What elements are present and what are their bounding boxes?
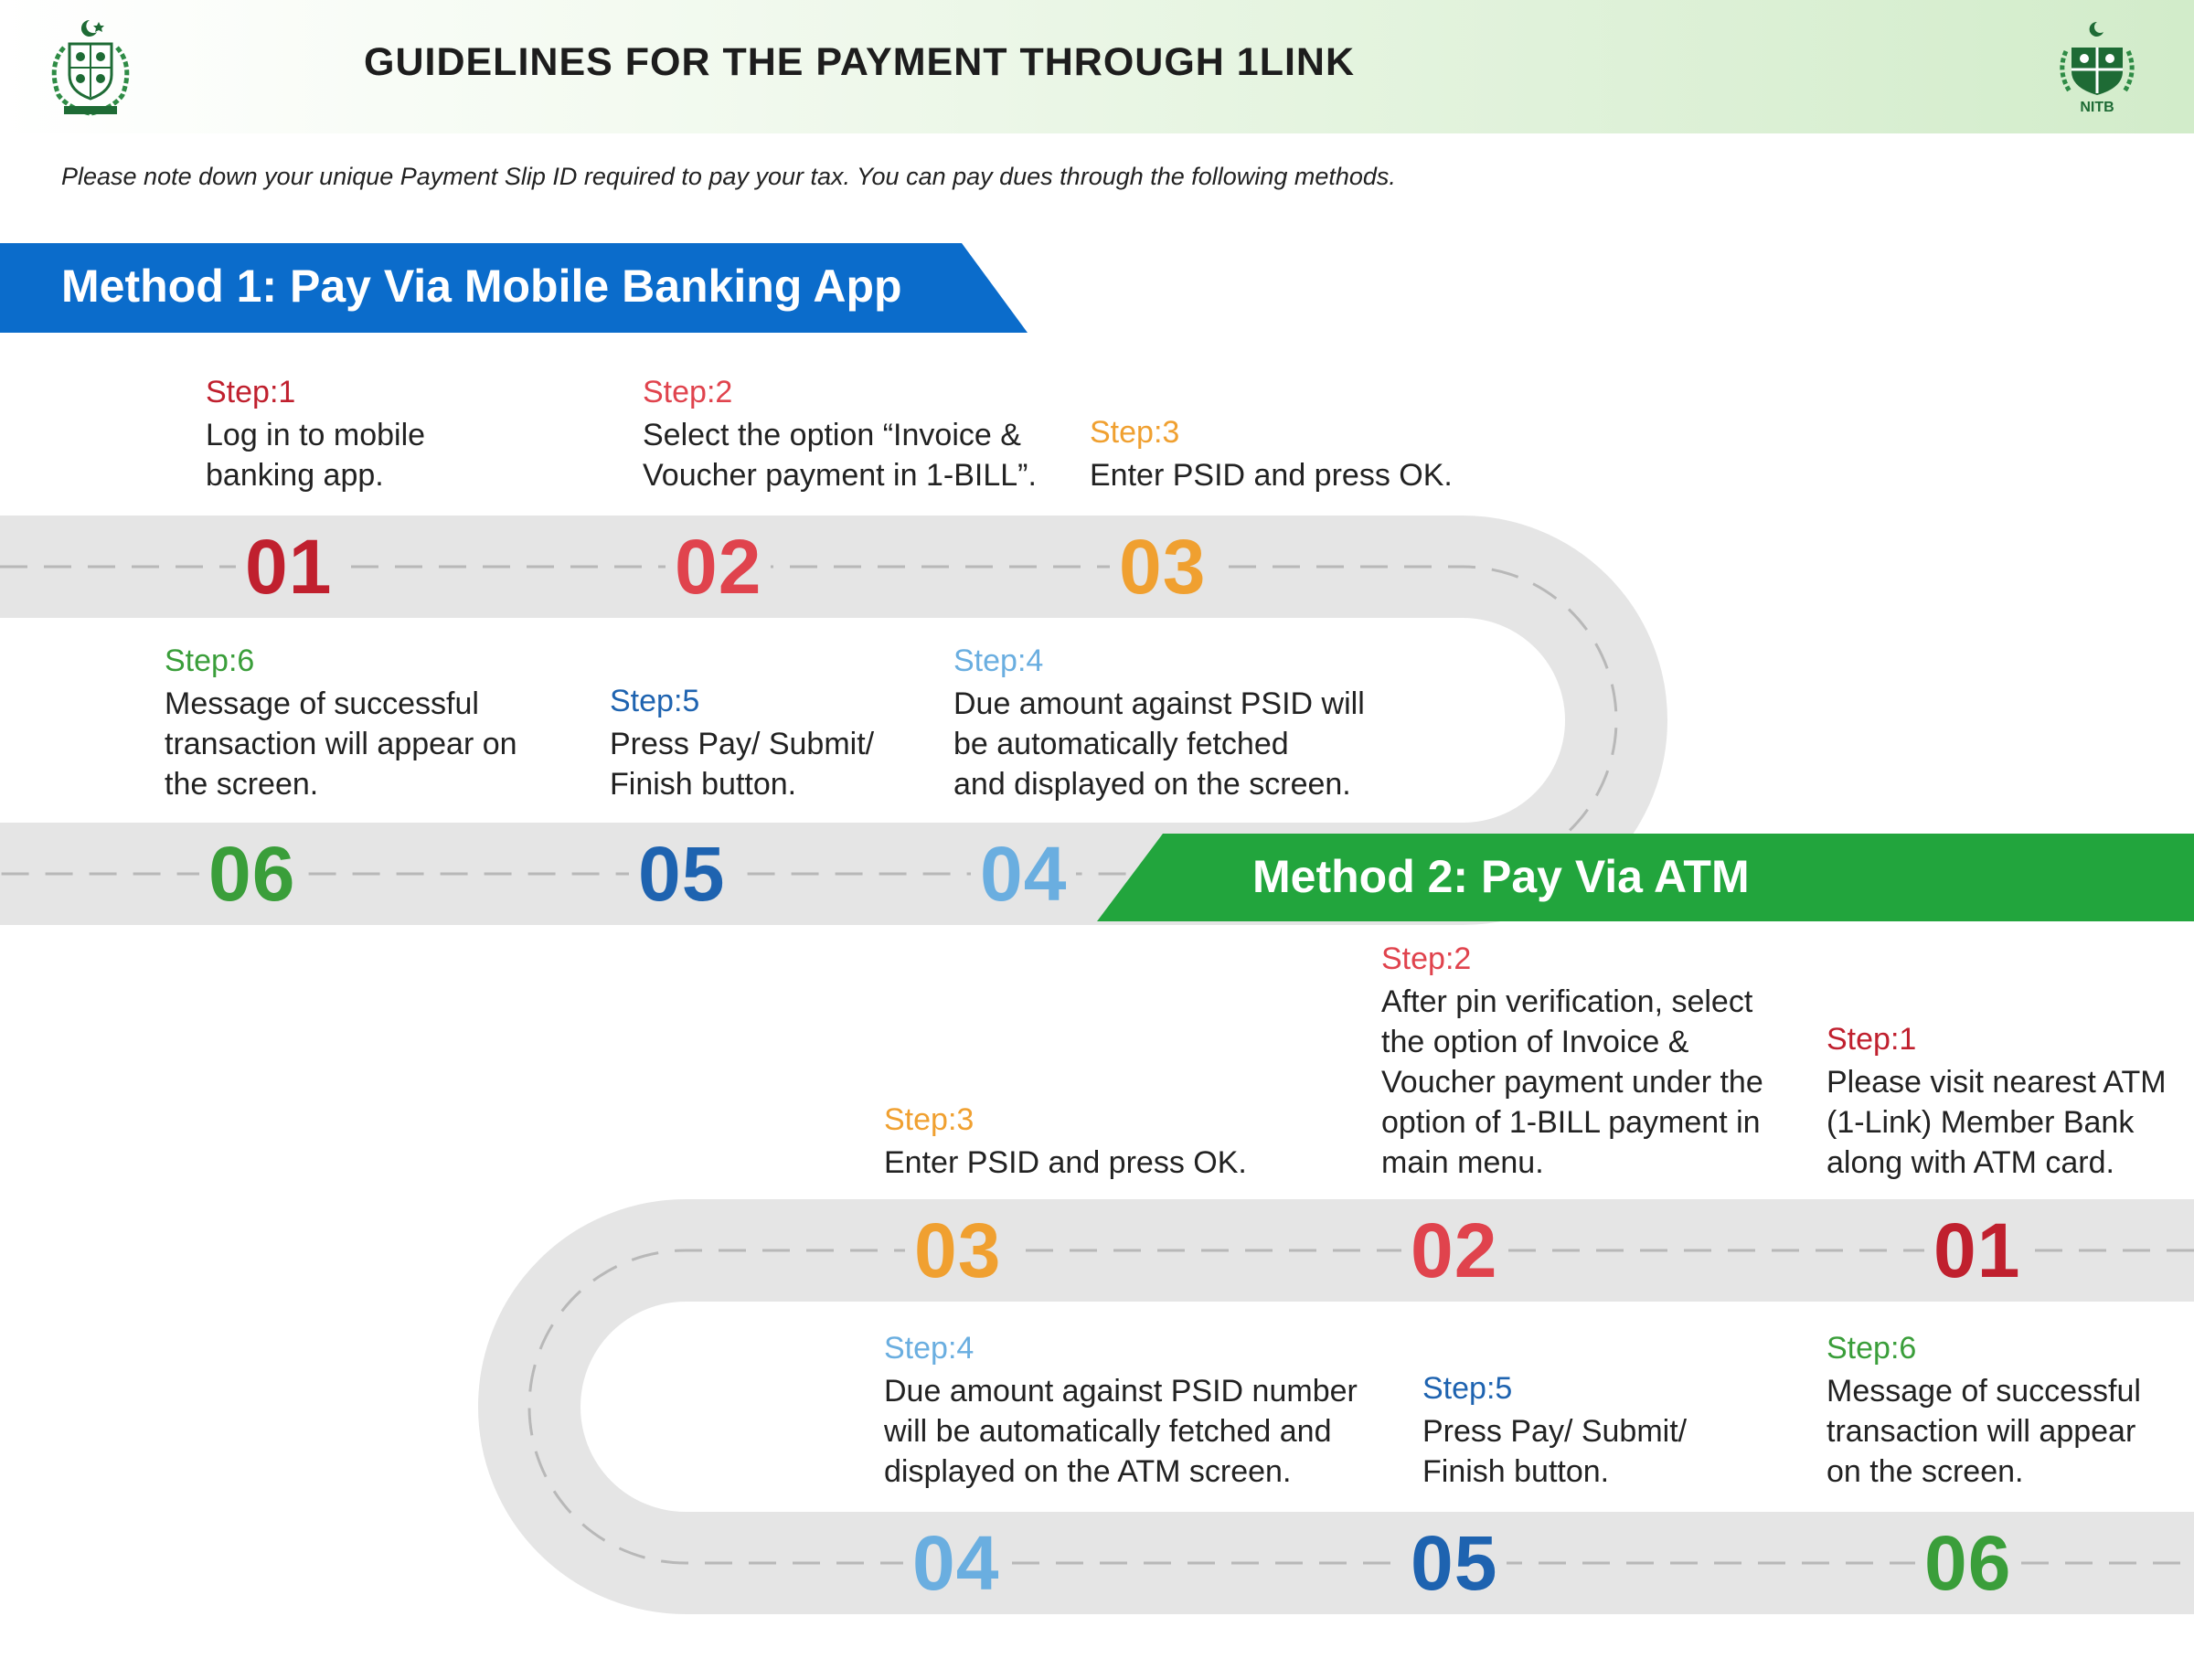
m2-step1-number: 01 bbox=[1924, 1212, 2029, 1289]
method2-title: Method 2: Pay Via ATM bbox=[1252, 851, 1750, 902]
m2-step4-number: 04 bbox=[903, 1525, 1008, 1601]
m2-step1-label: Step:1 bbox=[1827, 1022, 1917, 1057]
m1-step5-label: Step:5 bbox=[610, 684, 700, 718]
m2-step6-label: Step:6 bbox=[1827, 1331, 1917, 1366]
m1-step2-text: Select the option “Invoice & Voucher payment in 1-BILL”. bbox=[643, 418, 1037, 493]
m1-step4-number: 04 bbox=[971, 835, 1076, 912]
m2-step2-text: After pin verification, select the option of Invoice & Voucher payment under the option of 1-BILL payment in main menu. bbox=[1381, 984, 1763, 1180]
m1-step6-number: 06 bbox=[199, 835, 304, 912]
m1-step3-label: Step:3 bbox=[1090, 415, 1180, 450]
m1-step1-text: Log in to mobile banking app. bbox=[206, 418, 426, 493]
m2-step4-label: Step:4 bbox=[884, 1331, 975, 1366]
method1-title: Method 1: Pay Via Mobile Banking App bbox=[61, 261, 902, 312]
m1-step4-label: Step:4 bbox=[953, 643, 1044, 678]
m1-step1-number: 01 bbox=[236, 528, 341, 605]
m2-step4-text: Due amount against PSID number will be automatically fetched and displayed on the ATM screen. bbox=[884, 1374, 1358, 1489]
m2-step1-text: Please visit nearest ATM (1-Link) Member Bank along with ATM card. bbox=[1827, 1065, 2167, 1180]
m1-step2-label: Step:2 bbox=[643, 375, 733, 409]
m1-step1-label: Step:1 bbox=[206, 375, 296, 409]
m2-step5-number: 05 bbox=[1401, 1525, 1507, 1601]
m2-step5-text: Press Pay/ Submit/ Finish button. bbox=[1422, 1414, 1688, 1489]
m1-step3-text: Enter PSID and press OK. bbox=[1090, 458, 1453, 493]
m1-step5-text: Press Pay/ Submit/ Finish button. bbox=[610, 727, 875, 802]
m2-step3-text: Enter PSID and press OK. bbox=[884, 1145, 1247, 1180]
m2-step2-label: Step:2 bbox=[1381, 941, 1472, 976]
m1-step2-number: 02 bbox=[666, 528, 771, 605]
m2-step6-text: Message of successful transaction will appear on the screen. bbox=[1827, 1374, 2141, 1489]
page-title: GUIDELINES FOR THE PAYMENT THROUGH 1LINK bbox=[364, 40, 1356, 84]
m1-step5-number: 05 bbox=[629, 835, 734, 912]
nitb-logo-text: NITB bbox=[2080, 100, 2114, 115]
m2-step6-number: 06 bbox=[1915, 1525, 2020, 1601]
m2-step3-label: Step:3 bbox=[884, 1102, 975, 1137]
m1-step6-label: Step:6 bbox=[165, 643, 255, 678]
m1-step4-text: Due amount against PSID will be automatically fetched and displayed on the screen. bbox=[953, 686, 1365, 802]
m1-step6-text: Message of successful transaction will appear on the screen. bbox=[165, 686, 517, 802]
m2-step5-label: Step:5 bbox=[1422, 1371, 1513, 1406]
m1-step3-number: 03 bbox=[1110, 528, 1215, 605]
intro-note: Please note down your unique Payment Slip ID required to pay your tax. You can pay dues through the following methods. bbox=[61, 163, 1396, 190]
m2-step3-number: 03 bbox=[905, 1212, 1010, 1289]
m2-step2-number: 02 bbox=[1401, 1212, 1507, 1289]
